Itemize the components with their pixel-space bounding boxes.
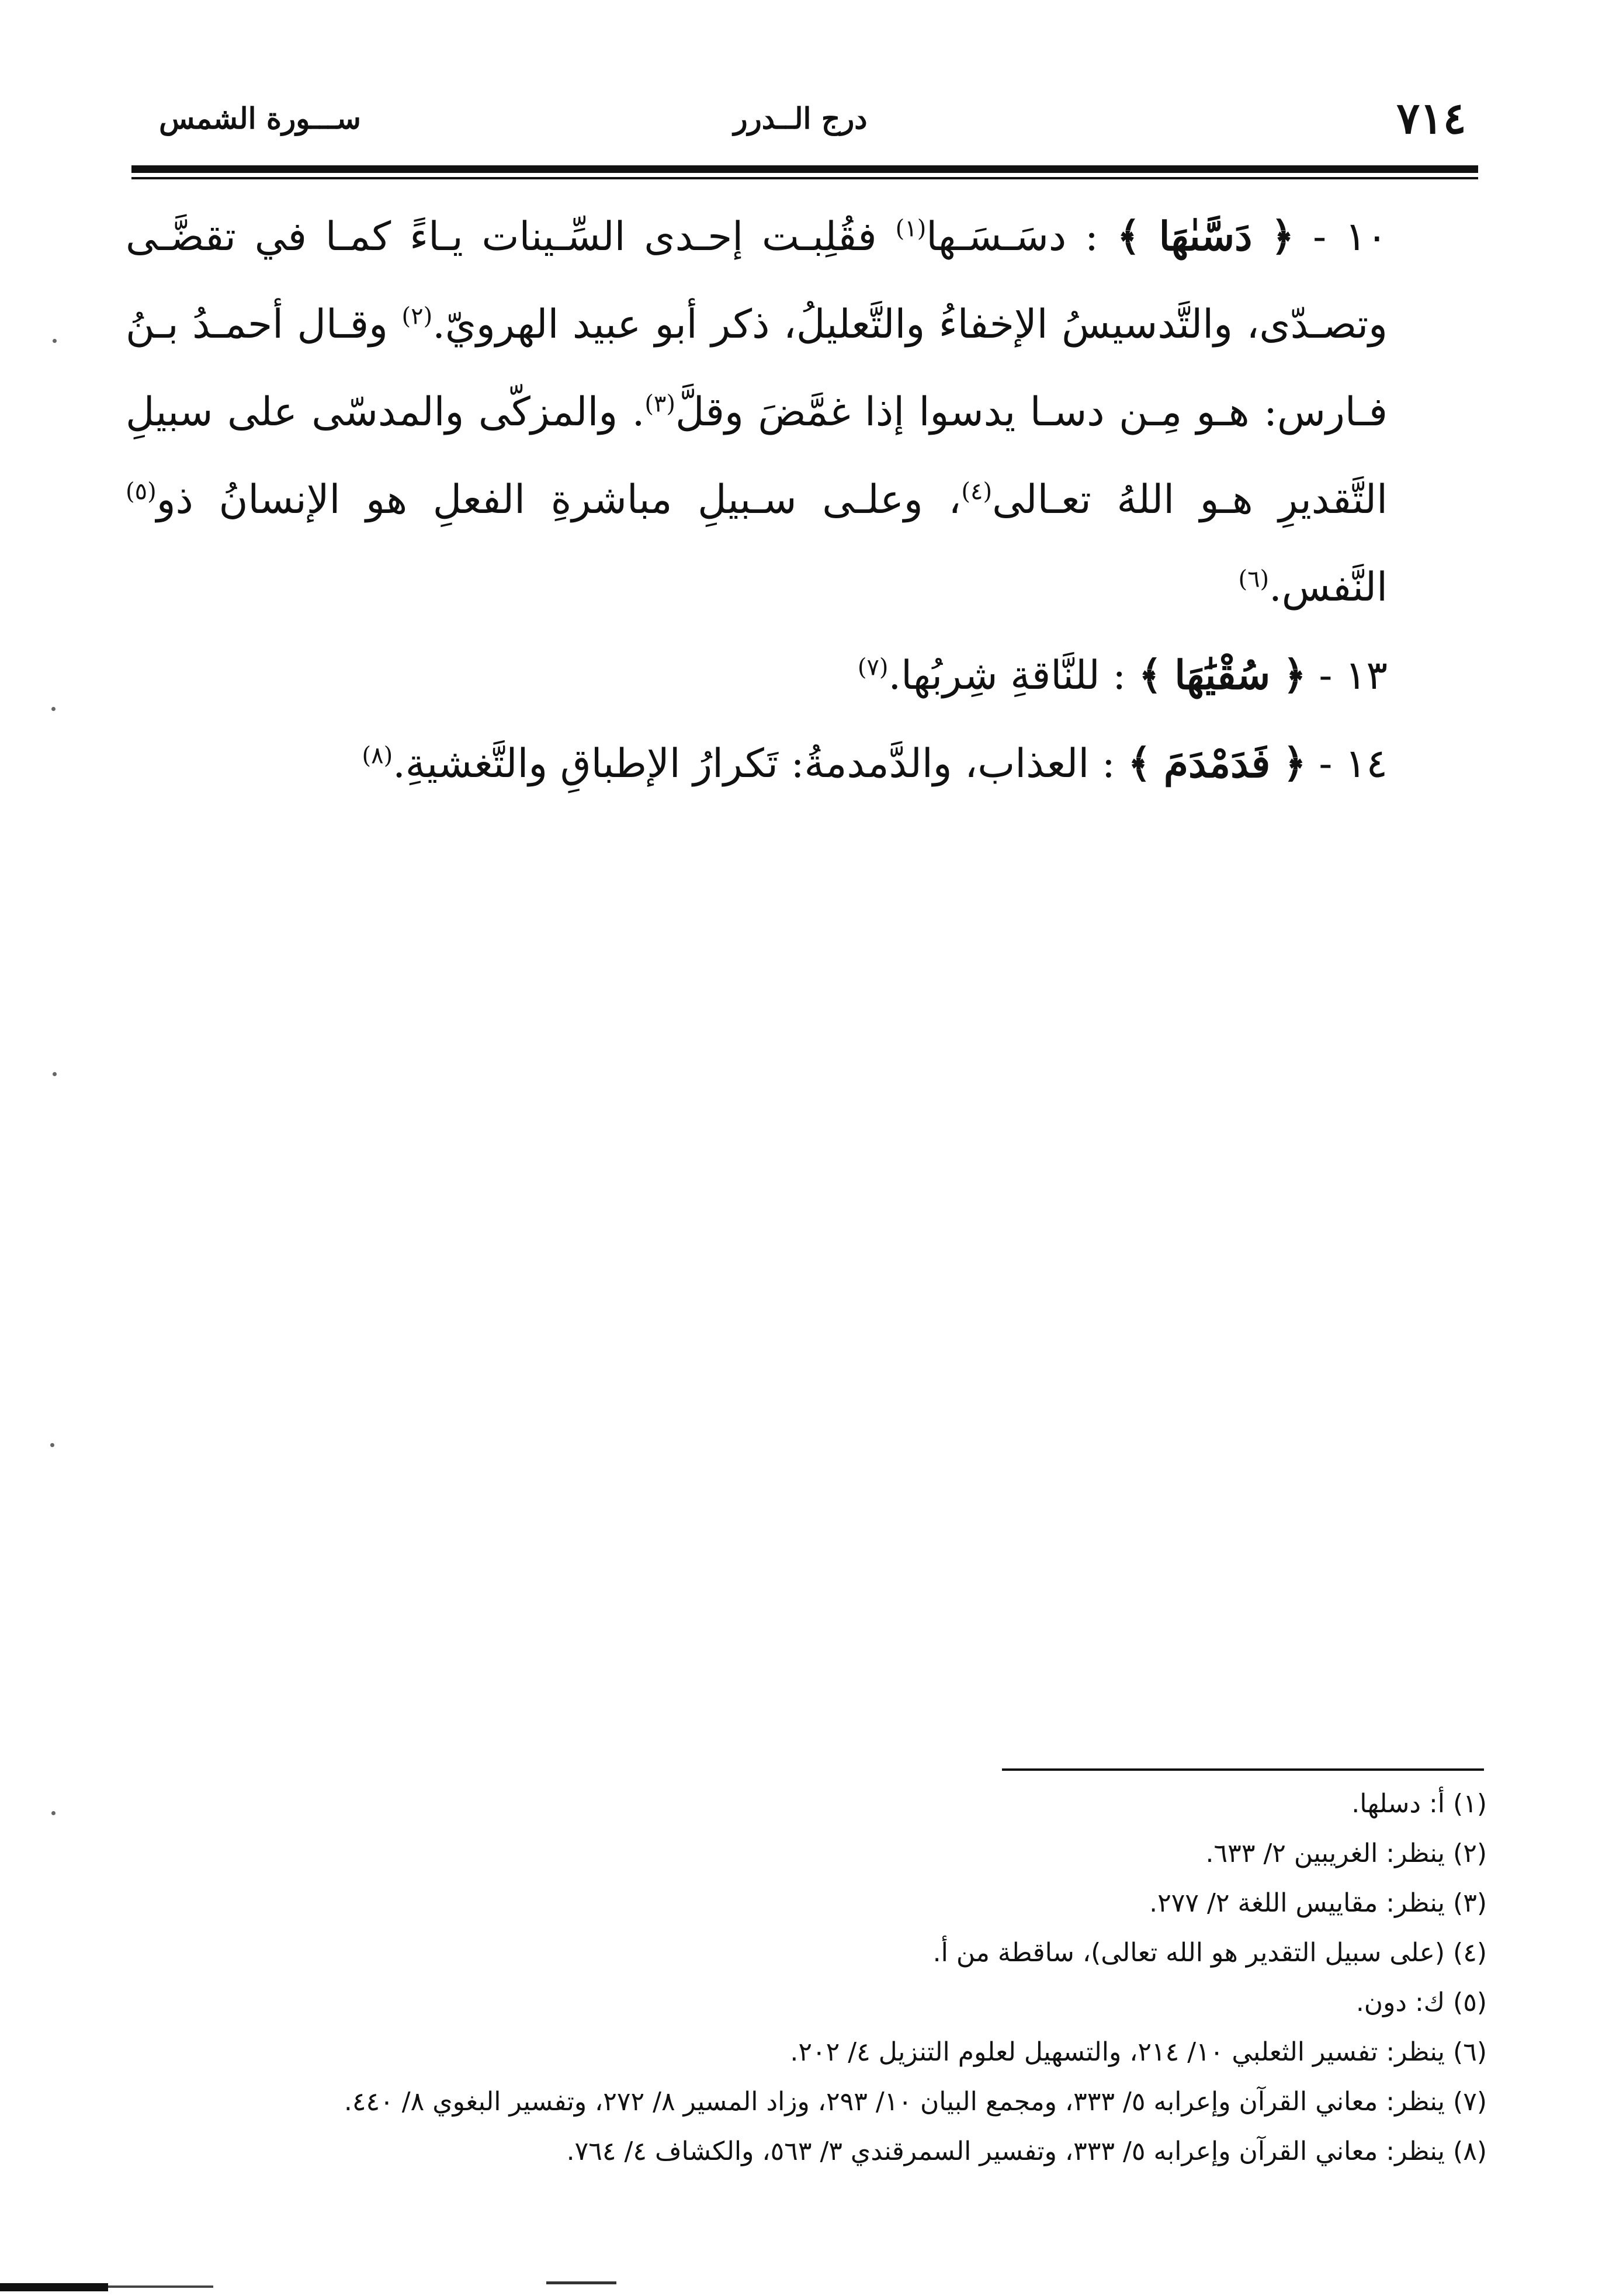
footnote-ref[interactable]: (٨) xyxy=(362,742,393,769)
quran-bracket-open: ﴿ xyxy=(1282,652,1306,699)
footnote-ref[interactable]: (٤) xyxy=(961,478,993,505)
footnote-3: (٣) ينظر: مقاييس اللغة ٢/ ٢٧٧. xyxy=(1149,1888,1487,1918)
scan-mark xyxy=(546,2281,616,2284)
footnote-separator xyxy=(1002,1768,1484,1771)
quran-word: فَدَمْدَمَ xyxy=(1163,740,1271,787)
text-segment: فقُلِبـت إحـدى السِّـينات يـاءً كمـا في تقضَّـى وتصـدّى، والتَّدسيسُ الإخفاءُ والتَّعليلُ، ذكر أبو عبيد الهرويّ. xyxy=(126,214,1388,348)
text-segment: : للنَّاقةِ شِربُها. xyxy=(888,653,1126,699)
text-segment: : دسَـسَـها xyxy=(926,214,1098,260)
scan-speck xyxy=(50,1443,54,1447)
verse-number: ١٤ - xyxy=(1319,741,1388,787)
quran-word: سُقْيَٰهَا xyxy=(1174,652,1271,699)
text-segment: النَّفس. xyxy=(1269,564,1388,611)
verse-number: ١٣ - xyxy=(1319,653,1388,699)
footnote-ref[interactable]: (١) xyxy=(895,215,927,242)
header-rule-thick xyxy=(131,165,1478,173)
footnote-6: (٦) ينظر: تفسير الثعلبي ١٠/ ٢١٤، والتسهيل لعلوم التنزيل ٤/ ٢٠٢. xyxy=(790,2037,1487,2067)
scan-speck xyxy=(51,707,56,711)
text-segment: : العذاب، والدَّمدمةُ: تَكرارُ الإطباقِ والتَّغشيةِ. xyxy=(393,741,1115,787)
footnote-2: (٢) ينظر: الغريبين ٢/ ٦٣٣. xyxy=(1205,1839,1487,1868)
text-segment: وقـال أحمـدُ بـنُ فـارس: هـو مِـن دسـا يدسوا إذا غمَّضَ وقلَّ xyxy=(126,301,1388,435)
page-number: ٧١٤ xyxy=(1396,93,1466,144)
main-text xyxy=(126,193,1481,808)
footnote-ref[interactable]: (٧) xyxy=(857,654,889,681)
footnote-ref[interactable]: (٣) xyxy=(644,390,676,418)
paragraph-verse-13 xyxy=(126,632,1481,720)
paragraph-verse-14 xyxy=(126,720,1481,808)
header-rule-thin xyxy=(131,177,1478,179)
quran-bracket-open: ﴿ xyxy=(1271,213,1295,260)
footnote-ref[interactable]: (٢) xyxy=(401,303,433,330)
paragraph-verse-10 xyxy=(126,193,1481,632)
book-title: درج الــدرر xyxy=(733,101,868,136)
footnote-7: (٧) ينظر: معاني القرآن وإعرابه ٥/ ٣٣٣، ومجمع البيان ١٠/ ٢٩٣، وزاد المسير ٨/ ٢٧٢، وتفسير البغوي ٨/ ٤٤٠. xyxy=(344,2087,1487,2117)
scan-speck xyxy=(51,1811,56,1815)
quran-bracket-close: ﴾ xyxy=(1128,740,1152,787)
verse-number: ١٠ - xyxy=(1313,214,1388,260)
text-segment: ، وعلـى سـبيلِ مباشرةِ الفعلِ هو الإنسانُ ذو xyxy=(156,477,962,523)
quran-bracket-close: ﴾ xyxy=(1138,652,1162,699)
quran-bracket-close: ﴾ xyxy=(1116,213,1140,260)
surah-title: ســـورة الشمس xyxy=(159,101,361,136)
footnote-ref[interactable]: (٦) xyxy=(1238,566,1270,593)
footnote-1: (١) أ: دسلها. xyxy=(1351,1789,1487,1819)
footnote-8: (٨) ينظر: معاني القرآن وإعرابه ٥/ ٣٣٣، وتفسير السمرقندي ٣/ ٥٦٣، والكشاف ٤/ ٧٦٤. xyxy=(566,2137,1487,2166)
footnotes xyxy=(199,1779,1487,2176)
text-segment: . والمزكّى والمدسّى على سبيلِ التَّقديرِ هـو اللهُ تعـالى xyxy=(126,389,1388,523)
footnote-5: (٥) ك: دون. xyxy=(1355,1988,1487,2017)
scan-edge-line xyxy=(108,2285,213,2288)
scan-edge-bar xyxy=(0,2283,108,2291)
quran-bracket-open: ﴿ xyxy=(1282,740,1306,787)
scan-speck xyxy=(53,1072,57,1076)
quran-word: دَسَّىٰهَا xyxy=(1159,213,1253,260)
scan-speck xyxy=(53,339,57,343)
footnote-4: (٤) (على سبيل التقدير هو الله تعالى)، ساقطة من أ. xyxy=(932,1938,1487,1968)
footnote-ref[interactable]: (٥) xyxy=(126,478,157,505)
